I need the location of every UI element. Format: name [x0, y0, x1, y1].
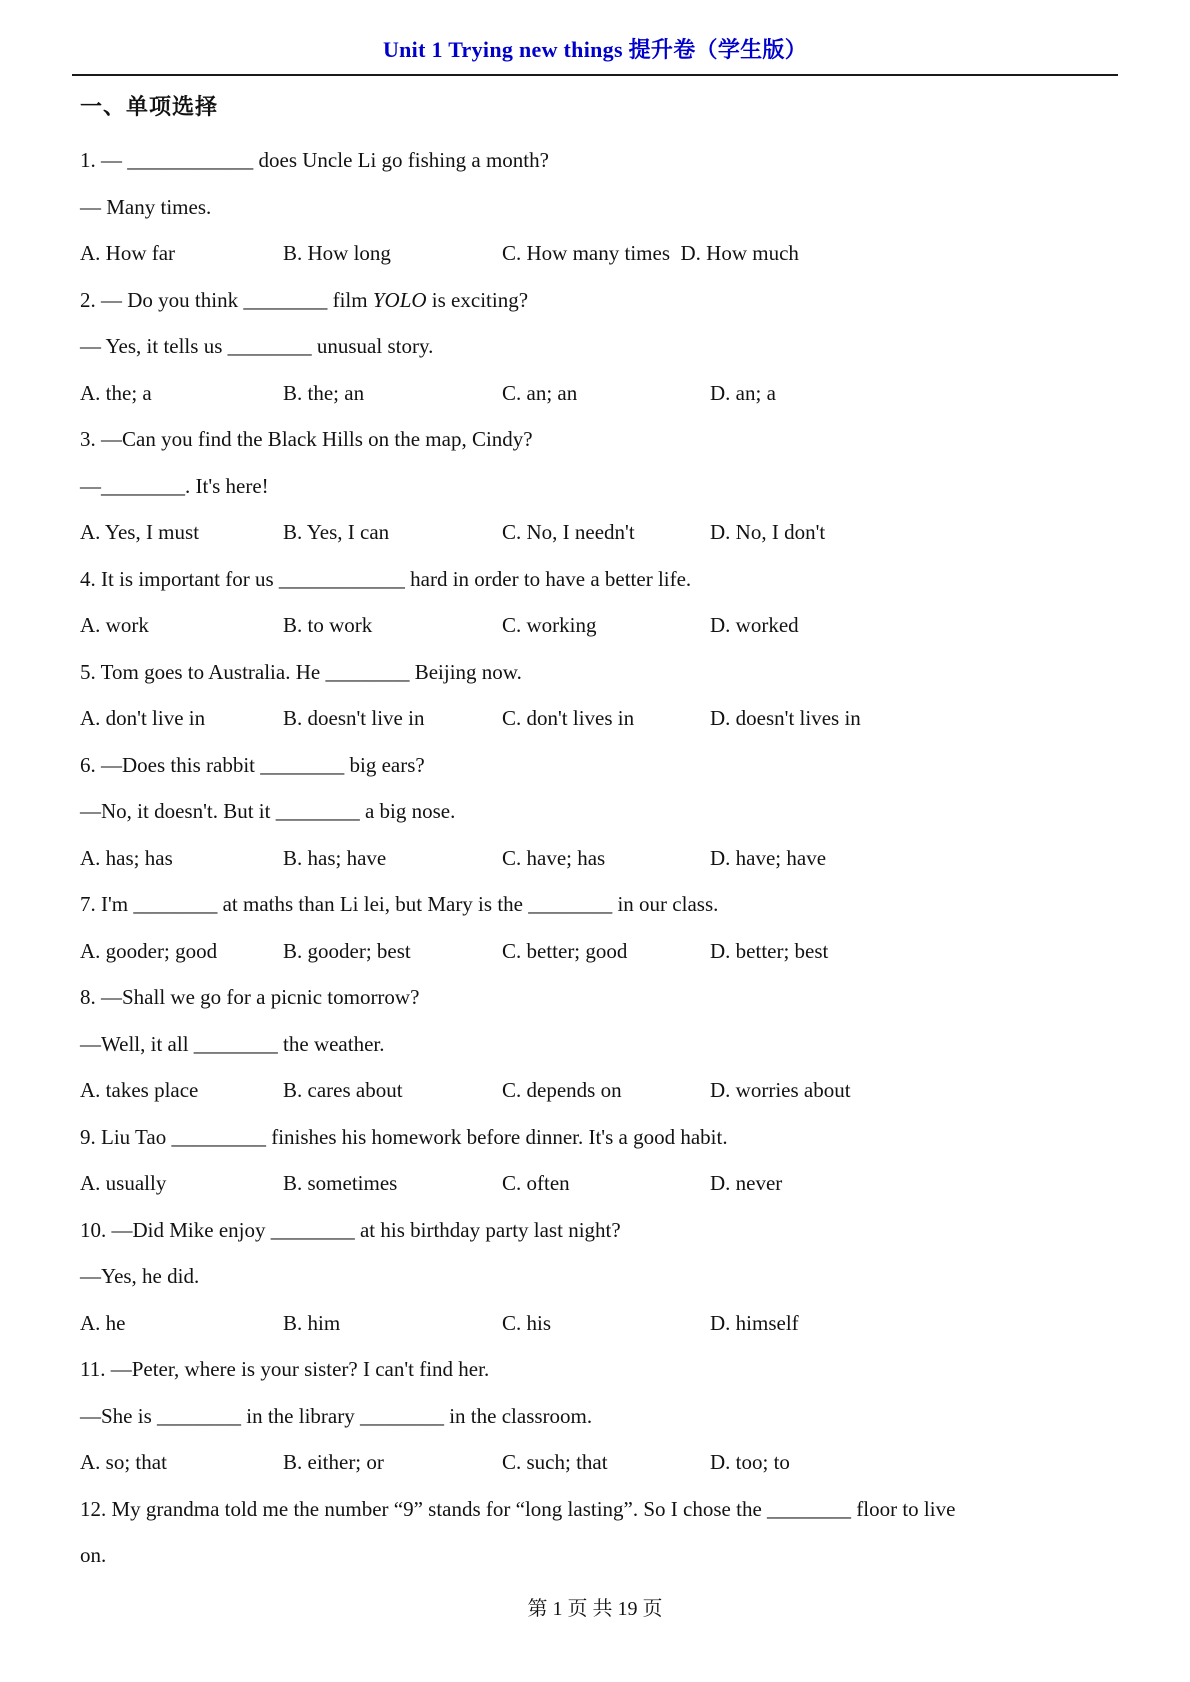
option-c: C. depends on: [502, 1078, 622, 1102]
option-a: A. gooder; good: [80, 938, 218, 963]
question-11-text-line: [80, 1346, 1110, 1393]
option-c: C. How many times: [502, 241, 670, 265]
question-7-text-line: [80, 881, 1110, 928]
text-segment: 6. —Does this rabbit ________ big ears?: [80, 752, 425, 777]
text-segment: 2. — Do you think ________ film: [80, 287, 373, 312]
question-8-options-row: [80, 1067, 1110, 1114]
option-b: B. doesn't live in: [283, 706, 425, 730]
question-3-text-line: [80, 416, 1110, 463]
option-b: B. sometimes: [283, 1171, 398, 1195]
option-b: B. How long: [283, 241, 391, 265]
text-segment: 5. Tom goes to Australia. He ________ Beijing now.: [80, 659, 522, 684]
option-c: C. have; has: [502, 845, 606, 870]
question-2-options-row: [80, 370, 1110, 417]
option-a: A. usually: [80, 1171, 167, 1195]
text-segment: 1. — ____________ does Uncle Li go fishing a month?: [80, 148, 549, 172]
option-d: D. doesn't lives in: [710, 706, 861, 730]
option-a: A. takes place: [80, 1078, 199, 1102]
question-8-text-line: [80, 974, 1110, 1021]
text-segment: —Yes, he did.: [80, 1264, 200, 1288]
question-6-options-row: [80, 835, 1110, 882]
option-c: C. don't lives in: [502, 706, 635, 730]
option-b: B. him: [283, 1310, 341, 1335]
questions-list: [80, 137, 1110, 1579]
question-9-text-line: [80, 1114, 1110, 1161]
option-b: B. cares about: [283, 1078, 403, 1102]
text-segment: —Well, it all ________ the weather.: [80, 1031, 385, 1056]
option-d: D. never: [710, 1171, 783, 1195]
question-6-text-line: [80, 742, 1110, 789]
question-7-options-row: [80, 928, 1110, 975]
option-a: A. has; has: [80, 845, 173, 870]
option-d: D. too; to: [710, 1450, 790, 1474]
option-c: C. an; an: [502, 380, 578, 405]
text-segment: 10. —Did Mike enjoy ________ at his birthday party last night?: [80, 1217, 621, 1242]
option-c: C. his: [502, 1310, 552, 1335]
option-d: D. an; a: [710, 380, 776, 405]
text-segment: 11. —Peter, where is your sister? I can't find her.: [80, 1357, 490, 1381]
question-1-text-line: [80, 184, 1110, 231]
text-segment: on.: [80, 1543, 107, 1567]
question-10-text-line: [80, 1253, 1110, 1300]
option-b: B. gooder; best: [283, 938, 411, 963]
question-12-text-line: [80, 1486, 1110, 1533]
question-11-options-row: [80, 1439, 1110, 1486]
text-segment: 7. I'm ________ at maths than Li lei, but Mary is the ________ in our class.: [80, 892, 719, 916]
question-4-text-line: [80, 556, 1110, 603]
section-heading: 一、单项选择: [80, 94, 219, 119]
question-1-options-row: [80, 230, 1110, 277]
option-a: A. the; a: [80, 380, 152, 405]
option-c: C. better; good: [502, 938, 628, 963]
question-3-text-line: [80, 463, 1110, 510]
question-8-text-line: [80, 1021, 1110, 1068]
text-segment: 3. —Can you find the Black Hills on the map, Cindy?: [80, 427, 533, 451]
option-d: D. himself: [710, 1310, 799, 1335]
option-b: B. the; an: [283, 380, 365, 405]
text-segment: — Many times.: [80, 194, 212, 219]
text-segment: 8. —Shall we go for a picnic tomorrow?: [80, 985, 420, 1009]
option-d: D. No, I don't: [710, 520, 826, 544]
question-10-options-row: [80, 1300, 1110, 1347]
option-c: C. such; that: [502, 1450, 608, 1474]
option-d: D. better; best: [710, 938, 829, 963]
option-b: B. to work: [283, 613, 373, 637]
question-11-text-line: [80, 1393, 1110, 1440]
options-c-d-group: [502, 230, 1110, 277]
option-a: A. so; that: [80, 1450, 167, 1474]
option-c: C. often: [502, 1171, 570, 1195]
option-a: A. work: [80, 613, 149, 637]
page-title: Unit 1 Trying new things 提升卷（学生版）: [382, 37, 808, 62]
option-a: A. he: [80, 1310, 126, 1335]
text-segment: 9. Liu Tao _________ finishes his homework before dinner. It's a good habit.: [80, 1124, 728, 1149]
option-a: A. Yes, I must: [80, 520, 200, 544]
option-c: C. working: [502, 613, 597, 637]
option-a: A. don't live in: [80, 706, 206, 730]
text-segment: —She is ________ in the library ________ in the classroom.: [80, 1403, 593, 1428]
question-9-options-row: [80, 1160, 1110, 1207]
question-6-text-line: [80, 788, 1110, 835]
question-2-text-line: [80, 277, 1110, 324]
text-segment: 4. It is important for us ____________ hard in order to have a better life.: [80, 566, 692, 591]
footer-page-number: 第 1 页 共 19 页: [527, 1598, 663, 1620]
question-1-text-line: [80, 137, 1110, 184]
option-b: B. Yes, I can: [283, 520, 390, 544]
question-5-text-line: [80, 649, 1110, 696]
question-3-options-row: [80, 509, 1110, 556]
option-c: C. No, I needn't: [502, 520, 635, 544]
text-segment: is exciting?: [426, 287, 529, 312]
option-d: D. have; have: [710, 845, 827, 870]
text-segment: —________. It's here!: [80, 473, 269, 498]
option-a: A. How far: [80, 241, 176, 265]
question-10-text-line: [80, 1207, 1110, 1254]
title-divider: [72, 74, 1118, 76]
text-segment: —No, it doesn't. But it ________ a big nose.: [80, 799, 456, 823]
question-2-text-line: [80, 323, 1110, 370]
question-12-text-line: [80, 1532, 1110, 1579]
question-5-options-row: [80, 695, 1110, 742]
text-segment: 12. My grandma told me the number “9” stands for “long lasting”. So I chose the ________ floor to live: [80, 1496, 956, 1521]
option-d: D. How much: [680, 241, 799, 265]
option-d: D. worked: [710, 613, 799, 637]
option-b: B. either; or: [283, 1450, 384, 1474]
option-b: B. has; have: [283, 845, 387, 870]
text-segment: — Yes, it tells us ________ unusual story.: [80, 334, 434, 358]
option-d: D. worries about: [710, 1078, 851, 1102]
italic-text: YOLO: [372, 287, 427, 312]
question-4-options-row: [80, 602, 1110, 649]
